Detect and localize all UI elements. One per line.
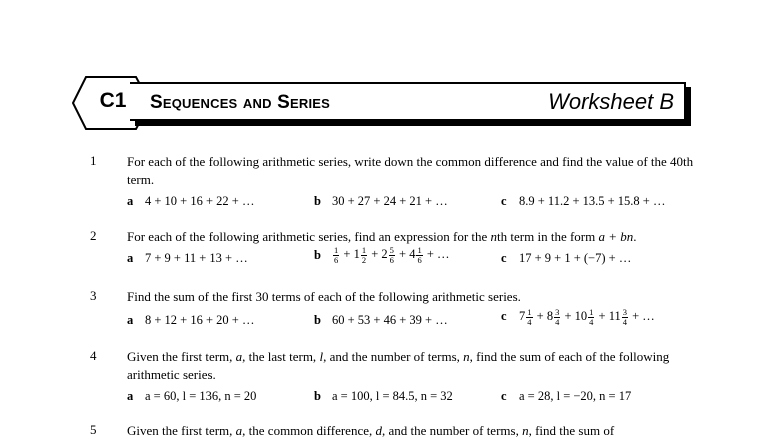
worksheet-header — [72, 76, 694, 130]
question-part — [501, 308, 655, 327]
part-expression: 17 + 9 + 1 + (−7) + … — [519, 251, 632, 265]
part-label: a — [127, 313, 134, 327]
part-label: c — [501, 251, 507, 265]
part-expression: a = 60, l = 136, n = 20 — [145, 389, 257, 403]
part-expression: a = 28, l = −20, n = 17 — [519, 389, 632, 403]
part-label: a — [127, 389, 134, 403]
part-expression: $\frac{1}{6}$ + 1 $\frac{1}{2}$ + 2 $\frac{5}{6}$ + 4 $\frac{1}{6}$ + … — [334, 245, 450, 265]
part-label: b — [314, 194, 321, 208]
part-expression: 8 + 12 + 16 + 20 + … — [145, 313, 255, 327]
part-expression: 4 + 10 + 16 + 22 + … — [145, 194, 255, 208]
question-text: For each of the following arithmetic series, find an expression for the nth term in the form a + bn. — [127, 229, 637, 244]
part-label: a — [127, 251, 134, 265]
question-part — [127, 194, 254, 209]
question-part — [314, 389, 453, 404]
question-number: 2 — [90, 228, 97, 243]
part-label: c — [501, 309, 507, 324]
part-expression: 8.9 + 11.2 + 13.5 + 15.8 + … — [519, 194, 666, 208]
part-label: a — [127, 194, 134, 208]
question-text: For each of the following arithmetic series, write down the common difference and find the value of the 40th term. — [127, 154, 694, 187]
question-part — [127, 389, 256, 404]
question-text: Given the first term, a, the last term, l, and the number of terms, n, find the sum of each of the following arithmetic series. — [127, 349, 670, 382]
question-part — [501, 389, 631, 404]
question-number: 5 — [90, 422, 97, 437]
chapter-title: Sequences and Series — [150, 92, 331, 113]
question-part — [314, 313, 448, 328]
question-part — [127, 251, 248, 266]
part-label: c — [501, 389, 507, 403]
question-part — [314, 194, 448, 209]
part-label: c — [501, 194, 507, 208]
question-number: 4 — [90, 348, 97, 363]
part-expression: 60 + 53 + 46 + 39 + … — [332, 313, 448, 327]
question-part — [314, 246, 450, 265]
question-part — [501, 194, 665, 209]
question-part — [127, 313, 254, 328]
question-text: Given the first term, a, the common difference, d, and the number of terms, n, find the sum of — [127, 423, 615, 438]
part-label: b — [314, 389, 321, 403]
question-text: Find the sum of the first 30 terms of each of the following arithmetic series. — [127, 289, 521, 304]
chapter-code: C1 — [99, 89, 127, 112]
part-expression: 7 $\frac{1}{4}$ + 8 $\frac{3}{4}$ + 10 $\frac{1}{4}$ + 11 $\frac{3}{4}$ + … — [519, 307, 655, 327]
part-expression: a = 100, l = 84.5, n = 32 — [332, 389, 453, 403]
question-number: 1 — [90, 153, 97, 168]
part-expression: 30 + 27 + 24 + 21 + … — [332, 194, 448, 208]
question-part — [501, 251, 631, 266]
part-label: b — [314, 248, 321, 262]
question-number: 3 — [90, 288, 97, 303]
part-expression: 7 + 9 + 11 + 13 + … — [145, 251, 248, 265]
part-label: b — [314, 313, 321, 327]
worksheet-label: Worksheet B — [548, 89, 674, 114]
